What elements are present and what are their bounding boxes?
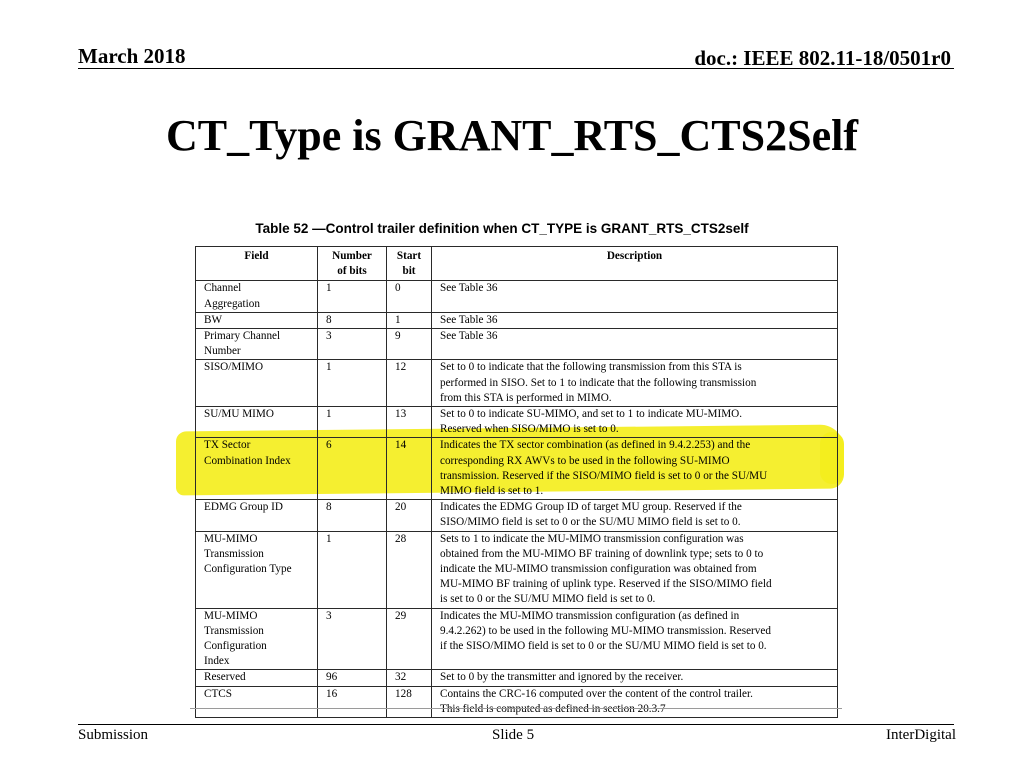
cell-text-line: Transmission xyxy=(204,547,264,560)
cell-start-bit: 12 xyxy=(387,360,432,407)
table-header-row xyxy=(196,247,838,281)
cell-text-line: is set to 0 or the SU/MU MIMO field is set to 0. xyxy=(440,593,656,606)
cell-start-bit: 32 xyxy=(387,670,432,686)
cell-text-line: SISO/MIMO field is set to 0 or the SU/MU MIMO field is set to 0. xyxy=(440,516,741,529)
header-field: Field xyxy=(196,247,318,281)
cell-text-line: Indicates the EDMG Group ID of target MU group. Reserved if the xyxy=(440,501,742,514)
cell-description xyxy=(432,686,838,717)
cell-text-line: SISO/MIMO xyxy=(204,361,264,374)
cell-description xyxy=(432,438,838,500)
cell-text-line: Aggregation xyxy=(204,297,260,310)
cell-text-line: MIMO field is set to 1. xyxy=(440,485,544,498)
cell-start-bit: 9 xyxy=(387,329,432,360)
cell-text-line: indicate the MU-MIMO transmission configuration was obtained from xyxy=(440,563,757,576)
cell-text-line: Reserved xyxy=(204,671,246,684)
cell-text-line: EDMG Group ID xyxy=(204,501,283,514)
cell-description xyxy=(432,281,838,312)
cell-text-line: MU-MIMO xyxy=(204,609,258,622)
cell-text-line: Transmission xyxy=(204,624,264,637)
cell-text-line: Reserved when SISO/MIMO is set to 0. xyxy=(440,423,619,436)
cell-description xyxy=(432,500,838,531)
cell-text-line: Indicates the TX sector combination (as defined in 9.4.2.253) and the xyxy=(440,439,751,452)
cell-field xyxy=(196,360,318,407)
cell-start-bit: 28 xyxy=(387,531,432,608)
cell-text-line: obtained from the MU-MIMO BF training of downlink type; sets to 0 to xyxy=(440,547,764,560)
cell-description xyxy=(432,670,838,686)
cell-text-line: See Table 36 xyxy=(440,313,498,326)
slide-title: CT_Type is GRANT_RTS_CTS2Self xyxy=(166,111,858,160)
table-row xyxy=(196,608,838,670)
cell-text-line: 9.4.2.262) to be used in the following MU-MIMO transmission. Reserved xyxy=(440,624,771,637)
table-row xyxy=(196,500,838,531)
cell-text-line: transmission. Reserved if the SISO/MIMO field is set to 0 or the SU/MU xyxy=(440,469,768,482)
cell-text-line: performed in SISO. Set to 1 to indicate that the following transmission xyxy=(440,376,757,389)
cell-text-line: TX Sector xyxy=(204,439,251,452)
cell-start-bit: 128 xyxy=(387,686,432,717)
cell-field xyxy=(196,312,318,328)
cell-text-line: if the SISO/MIMO field is set to 0 or the SU/MU MIMO field is set to 0. xyxy=(440,640,767,653)
cell-description xyxy=(432,531,838,608)
cell-text-line: SU/MU MIMO xyxy=(204,408,274,421)
cell-bits: 6 xyxy=(318,438,387,500)
cell-description xyxy=(432,312,838,328)
table-row xyxy=(196,281,838,312)
cell-start-bit: 0 xyxy=(387,281,432,312)
footer-slide-number: Slide 5 xyxy=(492,727,535,743)
cell-field xyxy=(196,670,318,686)
cell-bits: 1 xyxy=(318,407,387,438)
cell-text-line: Index xyxy=(204,655,230,668)
header-description: Description xyxy=(432,247,838,281)
cell-text-line: Combination Index xyxy=(204,454,291,467)
cell-field xyxy=(196,281,318,312)
image-bottom-edge xyxy=(190,708,842,709)
cell-text-line: Channel xyxy=(204,282,242,295)
cell-field xyxy=(196,500,318,531)
cell-text-line: MU-MIMO BF training of uplink type. Reserved if the SISO/MIMO field xyxy=(440,578,772,591)
table-row xyxy=(196,670,838,686)
table-row-highlighted xyxy=(196,438,838,500)
cell-text-line: Number xyxy=(204,345,241,358)
cell-bits: 1 xyxy=(318,360,387,407)
header-doc-id: doc.: IEEE 802.11-18/0501r0 xyxy=(694,46,951,70)
table-caption: Table 52 —Control trailer definition when CT_TYPE is GRANT_RTS_CTS2self xyxy=(255,221,749,236)
cell-text-line: Contains the CRC-16 computed over the content of the control trailer. xyxy=(440,687,753,700)
cell-start-bit: 20 xyxy=(387,500,432,531)
footer-submission: Submission xyxy=(78,727,149,743)
table-body xyxy=(196,281,838,718)
cell-text-line: Set to 0 by the transmitter and ignored by the receiver. xyxy=(440,671,684,684)
cell-text-line: corresponding RX AWVs to be used in the following SU-MIMO xyxy=(440,454,730,467)
header-bits: Number of bits xyxy=(318,247,387,281)
cell-bits: 8 xyxy=(318,500,387,531)
cell-description xyxy=(432,329,838,360)
cell-bits: 8 xyxy=(318,312,387,328)
cell-field xyxy=(196,329,318,360)
header-rule xyxy=(78,68,954,69)
table-row xyxy=(196,686,838,717)
cell-start-bit: 29 xyxy=(387,608,432,670)
cell-start-bit: 13 xyxy=(387,407,432,438)
cell-bits: 1 xyxy=(318,531,387,608)
cell-field xyxy=(196,407,318,438)
cell-text-line: Configuration Type xyxy=(204,563,292,576)
cell-bits: 16 xyxy=(318,686,387,717)
table-row xyxy=(196,531,838,608)
cell-text-line: Set to 0 to indicate that the following transmission from this STA is xyxy=(440,361,742,374)
table-row xyxy=(196,329,838,360)
cell-field xyxy=(196,608,318,670)
cell-text-line: Configuration xyxy=(204,640,267,653)
table-row xyxy=(196,407,838,438)
cell-description xyxy=(432,360,838,407)
table-row xyxy=(196,360,838,407)
cell-field xyxy=(196,531,318,608)
cell-text-line: Primary Channel xyxy=(204,330,281,343)
cell-description xyxy=(432,407,838,438)
cell-description xyxy=(432,608,838,670)
control-trailer-table xyxy=(195,246,838,718)
footer-company: InterDigital xyxy=(886,727,956,743)
cell-text-line: Indicates the MU-MIMO transmission configuration (as defined in xyxy=(440,609,740,622)
cell-bits: 96 xyxy=(318,670,387,686)
cell-text-line: MU-MIMO xyxy=(204,532,258,545)
table-row xyxy=(196,312,838,328)
cell-text-line: See Table 36 xyxy=(440,330,498,343)
footer-rule xyxy=(78,724,954,725)
cell-text-line: Sets to 1 to indicate the MU-MIMO transmission configuration was xyxy=(440,532,744,545)
cell-start-bit: 14 xyxy=(387,438,432,500)
cell-field xyxy=(196,438,318,500)
cell-text-line: Set to 0 to indicate SU-MIMO, and set to 1 to indicate MU-MIMO. xyxy=(440,408,743,421)
cell-text-line: from this STA is performed in MIMO. xyxy=(440,391,612,404)
cell-text-line: This field is computed as defined in section 20.3.7 xyxy=(440,702,666,715)
cell-text-line: See Table 36 xyxy=(440,282,498,295)
cell-text-line: CTCS xyxy=(204,687,232,700)
cell-bits: 3 xyxy=(318,329,387,360)
cell-field xyxy=(196,686,318,717)
cell-start-bit: 1 xyxy=(387,312,432,328)
cell-bits: 3 xyxy=(318,608,387,670)
header-start: Start bit xyxy=(387,247,432,281)
cell-bits: 1 xyxy=(318,281,387,312)
cell-text-line: BW xyxy=(204,313,223,326)
header-date: March 2018 xyxy=(78,44,186,68)
